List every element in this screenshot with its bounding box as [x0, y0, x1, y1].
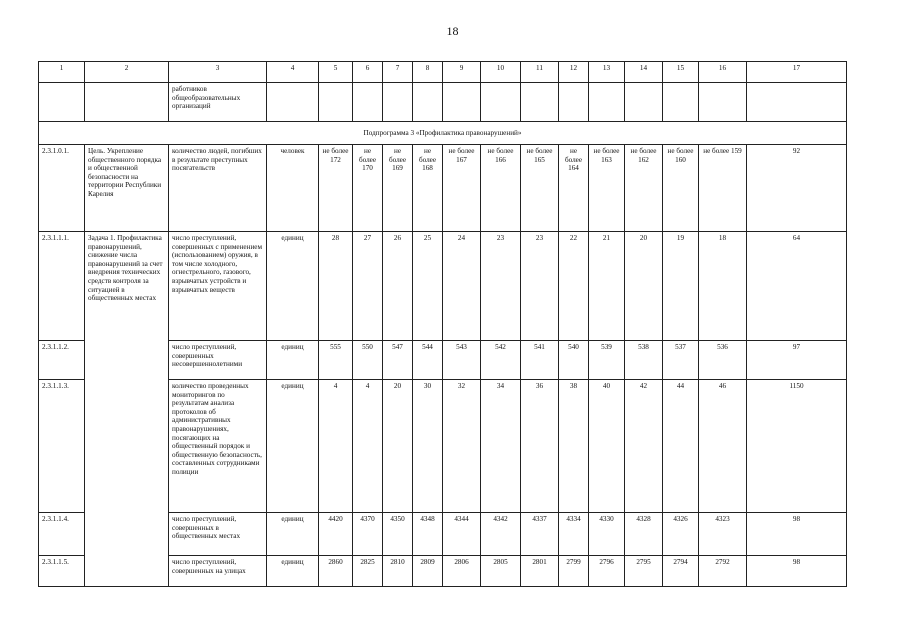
- table-cell: [481, 83, 521, 122]
- last-value-cell: 1150: [747, 380, 847, 513]
- value-cell: 32: [443, 380, 481, 513]
- value-cell: 4: [353, 380, 383, 513]
- value-cell: не более 172: [319, 145, 353, 232]
- column-header: 11: [521, 62, 559, 83]
- value-cell: 542: [481, 341, 521, 380]
- goal-cell: Задача 1. Профилактика правонарушений, снижение числа правонарушений за счет внедрения технических средств контроля за ситуацией в общественных местах: [85, 232, 169, 587]
- value-cell: не более 166: [481, 145, 521, 232]
- indicator-cell: число преступлений, совершенных несовершеннолетними: [169, 341, 267, 380]
- value-cell: 550: [353, 341, 383, 380]
- value-cell: не более 169: [383, 145, 413, 232]
- indicators-table: [38, 61, 847, 587]
- table-cell: [699, 83, 747, 122]
- table-cell: [39, 83, 85, 122]
- page-number: 18: [446, 24, 459, 38]
- last-value-cell: 97: [747, 341, 847, 380]
- value-cell: 4348: [413, 513, 443, 556]
- column-header: 14: [625, 62, 663, 83]
- value-cell: 4350: [383, 513, 413, 556]
- value-cell: 36: [521, 380, 559, 513]
- subprogram-title: Подпрограмма 3 «Профилактика правонарушений»: [39, 122, 847, 145]
- table-row: [39, 232, 847, 341]
- indicator-cell: число преступлений, совершенных на улицах: [169, 556, 267, 587]
- value-cell: 20: [625, 232, 663, 341]
- value-cell: 19: [663, 232, 699, 341]
- value-cell: 4337: [521, 513, 559, 556]
- table-cell: [267, 83, 319, 122]
- column-header: 9: [443, 62, 481, 83]
- column-header: 12: [559, 62, 589, 83]
- last-value-cell: 92: [747, 145, 847, 232]
- value-cell: 2810: [383, 556, 413, 587]
- value-cell: 4328: [625, 513, 663, 556]
- value-cell: не более 160: [663, 145, 699, 232]
- indicator-cell: число преступлений, совершенных в общественных местах: [169, 513, 267, 556]
- goal-cell: Цель. Укрепление общественного порядка и общественной безопасности на территории Республики Карелия: [85, 145, 169, 232]
- column-header: 10: [481, 62, 521, 83]
- value-cell: не более 168: [413, 145, 443, 232]
- last-value-cell: 64: [747, 232, 847, 341]
- column-header: 7: [383, 62, 413, 83]
- value-cell: 555: [319, 341, 353, 380]
- value-cell: 2806: [443, 556, 481, 587]
- value-cell: 2825: [353, 556, 383, 587]
- column-header: 15: [663, 62, 699, 83]
- table-cell: [521, 83, 559, 122]
- value-cell: 544: [413, 341, 443, 380]
- table-cell: [353, 83, 383, 122]
- value-cell: 40: [589, 380, 625, 513]
- value-cell: не более 163: [589, 145, 625, 232]
- value-cell: 18: [699, 232, 747, 341]
- table-cell: [747, 83, 847, 122]
- value-cell: не более 162: [625, 145, 663, 232]
- last-value-cell: 98: [747, 556, 847, 587]
- value-cell: 543: [443, 341, 481, 380]
- column-header: 1: [39, 62, 85, 83]
- value-cell: 547: [383, 341, 413, 380]
- value-cell: 4326: [663, 513, 699, 556]
- column-header: 13: [589, 62, 625, 83]
- value-cell: не более 170: [353, 145, 383, 232]
- code-cell: 2.3.1.1.5.: [39, 556, 85, 587]
- column-header: 3: [169, 62, 267, 83]
- value-cell: не более 164: [559, 145, 589, 232]
- value-cell: 4334: [559, 513, 589, 556]
- value-cell: 539: [589, 341, 625, 380]
- table-cell: [85, 83, 169, 122]
- indicator-cell: число преступлений, совершенных с применением (использованием) оружия, в том числе холодного, огнестрельного, газового, взрывчатых устройств и взрывчатых веществ: [169, 232, 267, 341]
- column-header: 5: [319, 62, 353, 83]
- value-cell: 28: [319, 232, 353, 341]
- table-cell: [443, 83, 481, 122]
- value-cell: 2795: [625, 556, 663, 587]
- value-cell: 2860: [319, 556, 353, 587]
- indicator-cell: работников общеобразовательных организаций: [169, 83, 267, 122]
- code-cell: 2.3.1.1.4.: [39, 513, 85, 556]
- column-header: 4: [267, 62, 319, 83]
- continuation-row: [39, 83, 847, 122]
- value-cell: 4342: [481, 513, 521, 556]
- unit-cell: единиц: [267, 380, 319, 513]
- value-cell: 23: [521, 232, 559, 341]
- value-cell: 541: [521, 341, 559, 380]
- value-cell: 22: [559, 232, 589, 341]
- unit-cell: человек: [267, 145, 319, 232]
- value-cell: 536: [699, 341, 747, 380]
- code-cell: 2.3.1.0.1.: [39, 145, 85, 232]
- subprogram-row: [39, 122, 847, 145]
- last-value-cell: 98: [747, 513, 847, 556]
- value-cell: 2792: [699, 556, 747, 587]
- value-cell: 46: [699, 380, 747, 513]
- value-cell: 2799: [559, 556, 589, 587]
- value-cell: не более 167: [443, 145, 481, 232]
- indicator-cell: количество людей, погибших в результате преступных посягательств: [169, 145, 267, 232]
- value-cell: 2809: [413, 556, 443, 587]
- value-cell: 2794: [663, 556, 699, 587]
- value-cell: 24: [443, 232, 481, 341]
- column-header: 16: [699, 62, 747, 83]
- code-cell: 2.3.1.1.3.: [39, 380, 85, 513]
- code-cell: 2.3.1.1.2.: [39, 341, 85, 380]
- table-cell: [559, 83, 589, 122]
- indicator-cell: количество проведенных мониторингов по результатам анализа протоколов об административных правонарушениях, посягающих на общественный порядок и общественную безопасность, составленных сотрудниками полиции: [169, 380, 267, 513]
- value-cell: 20: [383, 380, 413, 513]
- table-cell: [413, 83, 443, 122]
- table-cell: [319, 83, 353, 122]
- table-cell: [589, 83, 625, 122]
- table-cell: [383, 83, 413, 122]
- value-cell: 2805: [481, 556, 521, 587]
- table-cell: [663, 83, 699, 122]
- value-cell: 4344: [443, 513, 481, 556]
- column-header: 17: [747, 62, 847, 83]
- value-cell: 25: [413, 232, 443, 341]
- value-cell: 4370: [353, 513, 383, 556]
- value-cell: 540: [559, 341, 589, 380]
- value-cell: не более 165: [521, 145, 559, 232]
- table-cell: [625, 83, 663, 122]
- column-header: 8: [413, 62, 443, 83]
- value-cell: 30: [413, 380, 443, 513]
- value-cell: 42: [625, 380, 663, 513]
- unit-cell: единиц: [267, 341, 319, 380]
- value-cell: 23: [481, 232, 521, 341]
- value-cell: 34: [481, 380, 521, 513]
- value-cell: 2801: [521, 556, 559, 587]
- column-number-row: [39, 62, 847, 83]
- value-cell: 44: [663, 380, 699, 513]
- unit-cell: единиц: [267, 232, 319, 341]
- value-cell: 4: [319, 380, 353, 513]
- value-cell: 2796: [589, 556, 625, 587]
- value-cell: 4420: [319, 513, 353, 556]
- column-header: 2: [85, 62, 169, 83]
- value-cell: 26: [383, 232, 413, 341]
- value-cell: 4330: [589, 513, 625, 556]
- unit-cell: единиц: [267, 556, 319, 587]
- value-cell: 21: [589, 232, 625, 341]
- table-row: [39, 145, 847, 232]
- column-header: 6: [353, 62, 383, 83]
- value-cell: 538: [625, 341, 663, 380]
- value-cell: 27: [353, 232, 383, 341]
- value-cell: не более 159: [699, 145, 747, 232]
- value-cell: 537: [663, 341, 699, 380]
- value-cell: 38: [559, 380, 589, 513]
- unit-cell: единиц: [267, 513, 319, 556]
- value-cell: 4323: [699, 513, 747, 556]
- code-cell: 2.3.1.1.1.: [39, 232, 85, 341]
